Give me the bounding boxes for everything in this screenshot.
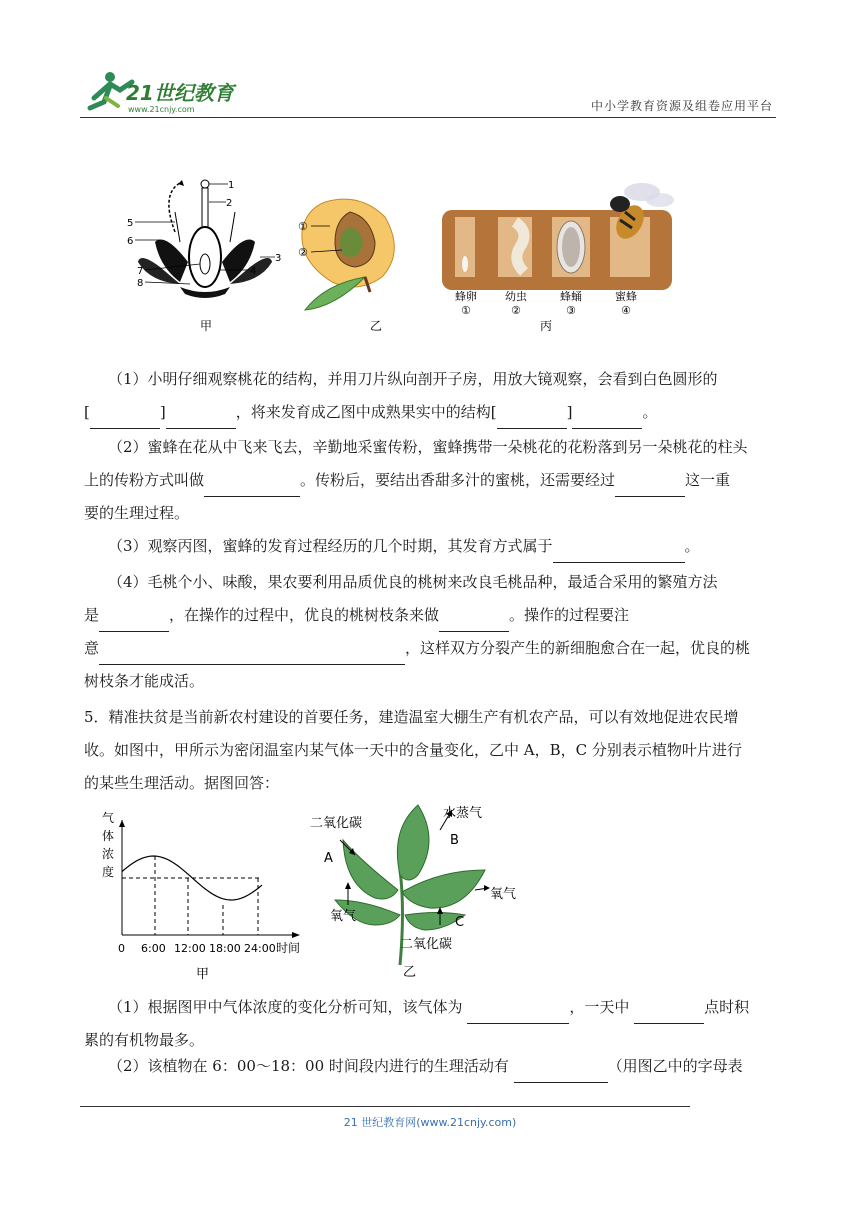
- peach-fruit-diagram: [298, 199, 394, 333]
- svg-text:④: ④: [621, 304, 631, 317]
- caption-yi-leaf: 乙: [403, 965, 417, 980]
- chart-ylabel-char: 体: [102, 829, 115, 843]
- svg-text:6: 6: [127, 236, 134, 247]
- svg-text:1: 1: [228, 180, 235, 191]
- svg-text:4: 4: [250, 266, 257, 277]
- logo-url: www.21cnjy.com: [128, 105, 195, 114]
- chart-xtick: 18:00: [209, 942, 241, 955]
- svg-text:B: B: [450, 833, 459, 848]
- svg-text:②: ②: [298, 246, 308, 259]
- svg-text:3: 3: [275, 253, 282, 264]
- caption-jia-chart: 甲: [196, 967, 210, 982]
- q5-figure: [100, 800, 540, 990]
- svg-text:5: 5: [127, 218, 134, 229]
- caption-yi: 乙: [370, 319, 383, 333]
- answer-blank[interactable]: [634, 1003, 704, 1024]
- svg-text:氧气: 氧气: [330, 909, 357, 924]
- svg-text:2: 2: [226, 198, 233, 209]
- logo-text: 21世纪教育: [126, 81, 234, 105]
- header-platform-text: 中小学教育资源及组卷应用平台: [591, 99, 774, 113]
- peach-flower-diagram: [127, 180, 281, 333]
- answer-blank[interactable]: [553, 542, 685, 563]
- svg-text:蜂蛹: 蜂蛹: [560, 290, 582, 303]
- footer-link[interactable]: 21 世纪教育网(www.21cnjy.com): [343, 1116, 517, 1129]
- chart-ylabel-char: 气: [102, 811, 115, 825]
- answer-blank[interactable]: [439, 611, 509, 632]
- svg-text:①: ①: [298, 220, 308, 233]
- answer-blank[interactable]: [99, 644, 405, 665]
- q4-part4: （4）毛桃个小、味酸，果农要利用品质优良的桃树来改良毛桃品种，最适合采用的繁殖方法 是 ，在操作的过程中，优良的桃树枝条来做 。操作的过程要注 意 ，这样双方分裂产生的新细胞愈合在一起，优良的桃 树枝条才能成活。: [84, 573, 751, 690]
- leaf-diagram: [310, 805, 516, 980]
- chart-origin: 0: [118, 942, 125, 955]
- svg-text:二氧化碳: 二氧化碳: [310, 816, 363, 831]
- svg-text:③: ③: [566, 304, 576, 317]
- chart-xtick: 24:00: [244, 942, 276, 955]
- answer-blank[interactable]: [90, 408, 160, 429]
- svg-text:②: ②: [511, 304, 521, 317]
- answer-blank[interactable]: [204, 476, 300, 497]
- footer-divider: [80, 1106, 690, 1107]
- svg-text:①: ①: [461, 304, 471, 317]
- svg-text:蜜蜂: 蜜蜂: [615, 290, 637, 303]
- svg-text:C: C: [455, 915, 465, 930]
- q4-part1: （1）小明仔细观察桃花的结构，并用刀片纵向剖开子房，用放大镜观察，会看到白色圆形的 [ ] ，将来发育成乙图中成熟果实中的结构[ ] 。: [84, 363, 776, 429]
- svg-text:8: 8: [137, 278, 144, 289]
- caption-jia: 甲: [200, 319, 213, 333]
- svg-text:氧气: 氧气: [490, 887, 517, 902]
- bee-development-diagram: [442, 183, 674, 333]
- answer-blank[interactable]: [514, 1062, 608, 1083]
- q4-part3: （3）观察丙图，蜜蜂的发育过程经历的几个时期，其发育方式属于 。: [84, 530, 776, 563]
- answer-blank[interactable]: [572, 408, 642, 429]
- svg-text:水蒸气: 水蒸气: [443, 806, 483, 821]
- chart-xtick: 6:00: [141, 942, 166, 955]
- site-logo: [80, 68, 240, 116]
- svg-text:幼虫: 幼虫: [505, 290, 527, 303]
- svg-text:7: 7: [137, 266, 144, 277]
- chart-xtick: 12:00: [174, 942, 206, 955]
- q5-part1: （1）根据图甲中气体浓度的变化分析可知，该气体为 ，一天中 点时积 累的有机物最多。: [84, 998, 750, 1049]
- svg-text:A: A: [324, 851, 333, 866]
- svg-text:二氧化碳: 二氧化碳: [400, 937, 453, 952]
- q5-part2: （2）该植物在 6：00～18：00 时间段内进行的生理活动有 （用图乙中的字母表: [84, 1050, 776, 1083]
- chart-ylabel-char: 浓: [102, 847, 115, 861]
- chart-ylabel-char: 度: [102, 865, 115, 879]
- caption-bing: 丙: [540, 319, 553, 333]
- answer-blank[interactable]: [99, 611, 169, 632]
- answer-blank[interactable]: [467, 1003, 569, 1024]
- answer-blank[interactable]: [615, 476, 685, 497]
- chart-xlabel: 时间: [276, 941, 301, 955]
- top-figure: [120, 172, 700, 342]
- gas-concentration-chart: [102, 810, 300, 982]
- answer-blank[interactable]: [497, 408, 567, 429]
- svg-text:蜂卵: 蜂卵: [455, 290, 477, 303]
- header-divider: [80, 117, 776, 118]
- answer-blank[interactable]: [166, 408, 236, 429]
- q5-stem: 5．精准扶贫是当前新农村建设的首要任务，建造温室大棚生产有机农产品，可以有效地促进农民增 收。如图中，甲所示为密闭温室内某气体一天中的含量变化，乙中 A，B，C 分别表示植物叶片进行 的某些生理活动。据图回答：: [84, 708, 742, 792]
- q4-part2: （2）蜜蜂在花从中飞来飞去，辛勤地采蜜传粉，蜜蜂携带一朵桃花的花粉落到另一朵桃花的柱头 上的传粉方式叫做 。传粉后，要结出香甜多汁的蜜桃，还需要经过 这一重 要的生理过程。: [84, 438, 748, 522]
